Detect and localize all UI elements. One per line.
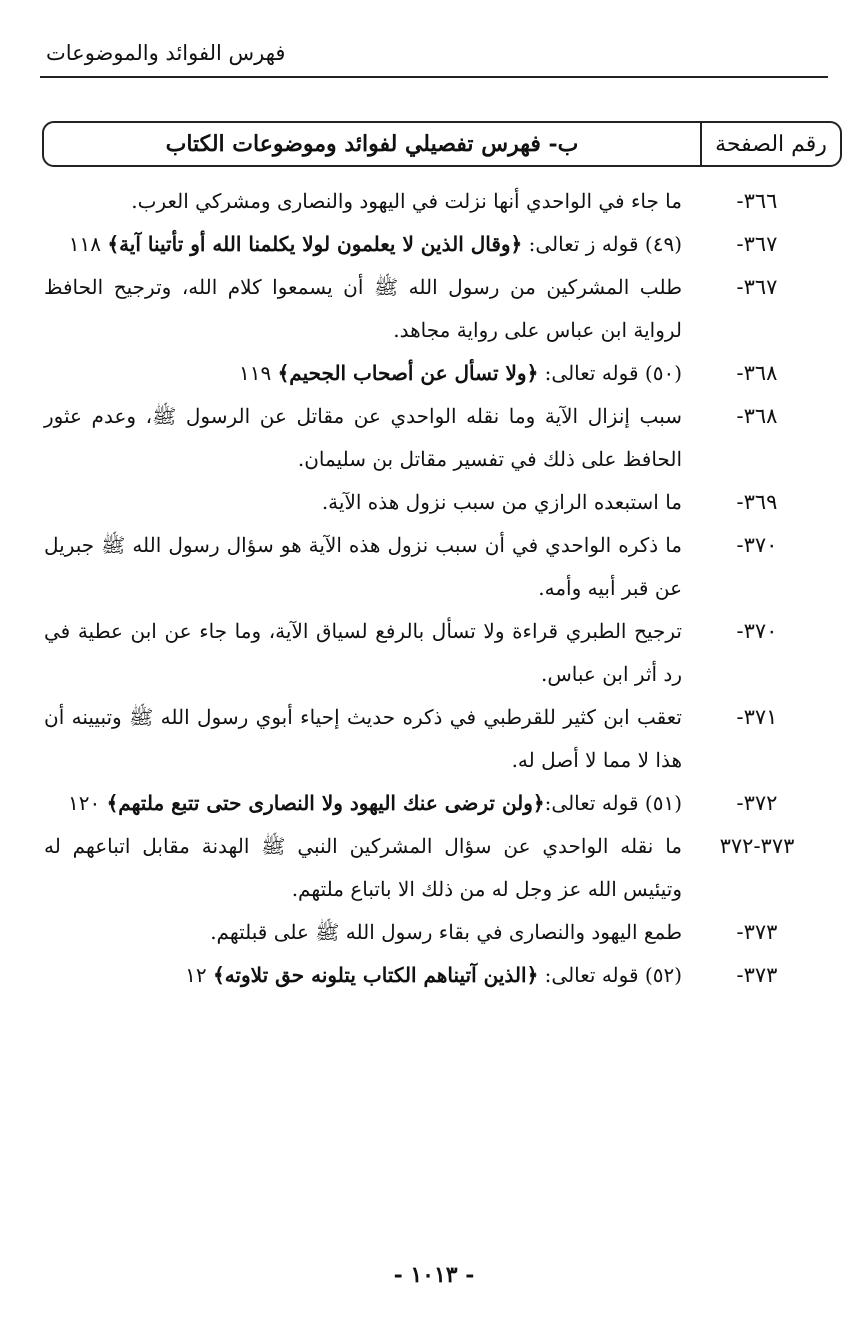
entry-verse-number: ١١٨ (68, 232, 108, 256)
index-entry (44, 266, 832, 352)
entry-page-number: ٣٧٣- (736, 963, 778, 987)
entry-page-number: ٣٧١- (736, 705, 778, 729)
index-entry (44, 481, 832, 524)
entry-text: ترجيح الطبري قراءة ولا تسأل بالرفع لسياق الآية، وما جاء عن ابن عطية في رد أثر ابن عباس. (44, 619, 682, 686)
entry-verse: ﴿ولن ترضى عنك اليهود ولا النصارى حتى تتبع ملتهم﴾ (106, 791, 545, 815)
entry-prefix: (٥٢) قوله تعالى: (538, 963, 682, 987)
entry-page-number: ٣٧٠- (736, 619, 778, 643)
index-entry (44, 352, 832, 395)
entry-prefix: (٥٠) قوله تعالى: (538, 361, 682, 385)
index-entry (44, 395, 832, 481)
entry-verse: ﴿ولا تسأل عن أصحاب الجحيم﴾ (277, 361, 539, 385)
index-entry (44, 223, 832, 266)
index-entry (44, 954, 832, 997)
entry-text: ما نقله الواحدي عن سؤال المشركين النبي ﷺ الهدنة مقابل اتباعهم له وتيئيس الله عز وجل له من ذلك الا باتباع ملتهم. (44, 834, 682, 901)
index-entry (44, 696, 832, 782)
index-entry (44, 911, 832, 954)
entry-text (44, 782, 682, 825)
entry-text: ما ذكره الواحدي في أن سبب نزول هذه الآية هو سؤال رسول الله ﷺ جبريل عن قبر أبيه وأمه. (44, 533, 682, 600)
entry-text: طمع اليهود والنصارى في بقاء رسول الله ﷺ على قبلتهم. (210, 920, 682, 944)
index-entries (44, 180, 832, 997)
index-entry (44, 180, 832, 223)
entry-page-number: ٣٧٠- (736, 533, 778, 557)
entry-text: ما استبعده الرازي من سبب نزول هذه الآية. (321, 490, 682, 514)
page-number: - ١٠١٣ - (393, 1262, 475, 1288)
entry-verse-number: ١١٩ (238, 361, 278, 385)
entry-prefix: (٤٩) قوله ز تعالى: (522, 232, 682, 256)
entry-page-number: ٣٦٧- (736, 232, 778, 256)
entry-text: تعقب ابن كثير للقرطبي في ذكره حديث إحياء أبوي رسول الله ﷺ وتبيينه أن هذا لا مما لا أصل له. (44, 705, 682, 772)
entry-page-number: ٣٧٣-٣٧٢ (719, 834, 795, 858)
entry-text: سبب إنزال الآية وما نقله الواحدي عن مقاتل عن الرسول ﷺ، وعدم عثور الحافظ على ذلك في تفسير مقاتل بن سليمان. (44, 404, 682, 471)
running-head-title: فهرس الفوائد والموضوعات (46, 41, 286, 65)
table-header (42, 121, 842, 167)
entry-verse-number: ١٢٠ (67, 791, 107, 815)
entry-text: طلب المشركين من رسول الله ﷺ أن يسمعوا كلام الله، وترجيح الحافظ لرواية ابن عباس على رواية مجاهد. (44, 275, 682, 342)
index-entry (44, 825, 832, 911)
entry-page-number: ٣٧٣- (736, 920, 778, 944)
index-entry (44, 524, 832, 610)
entry-text (44, 223, 682, 266)
entry-text: ما جاء في الواحدي أنها نزلت في اليهود والنصارى ومشركي العرب. (131, 189, 682, 213)
index-entry (44, 782, 832, 825)
entry-verse: ﴿وقال الذين لا يعلمون لولا يكلمنا الله أو تأتينا آية﴾ (107, 232, 523, 256)
entry-page-number: ٣٦٨- (736, 361, 778, 385)
entry-text (44, 352, 682, 395)
entry-text (44, 954, 682, 997)
entry-verse-number: ١٢ (185, 963, 213, 987)
entry-page-number: ٣٦٩- (736, 490, 778, 514)
entry-page-number: ٣٦٧- (736, 275, 778, 299)
entry-prefix: (٥١) قوله تعالى: (544, 791, 682, 815)
entry-page-number: ٣٧٢- (736, 791, 778, 815)
index-entry (44, 610, 832, 696)
running-head (40, 38, 828, 78)
entry-page-number: ٣٦٦- (736, 189, 778, 213)
index-title-header: ب- فهرس تفصيلي لفوائد وموضوعات الكتاب (165, 131, 579, 157)
entry-verse: ﴿الذين آتيناهم الكتاب يتلونه حق تلاوته﴾ (212, 963, 539, 987)
page-column-header: رقم الصفحة (700, 123, 840, 165)
entry-page-number: ٣٦٨- (736, 404, 778, 428)
